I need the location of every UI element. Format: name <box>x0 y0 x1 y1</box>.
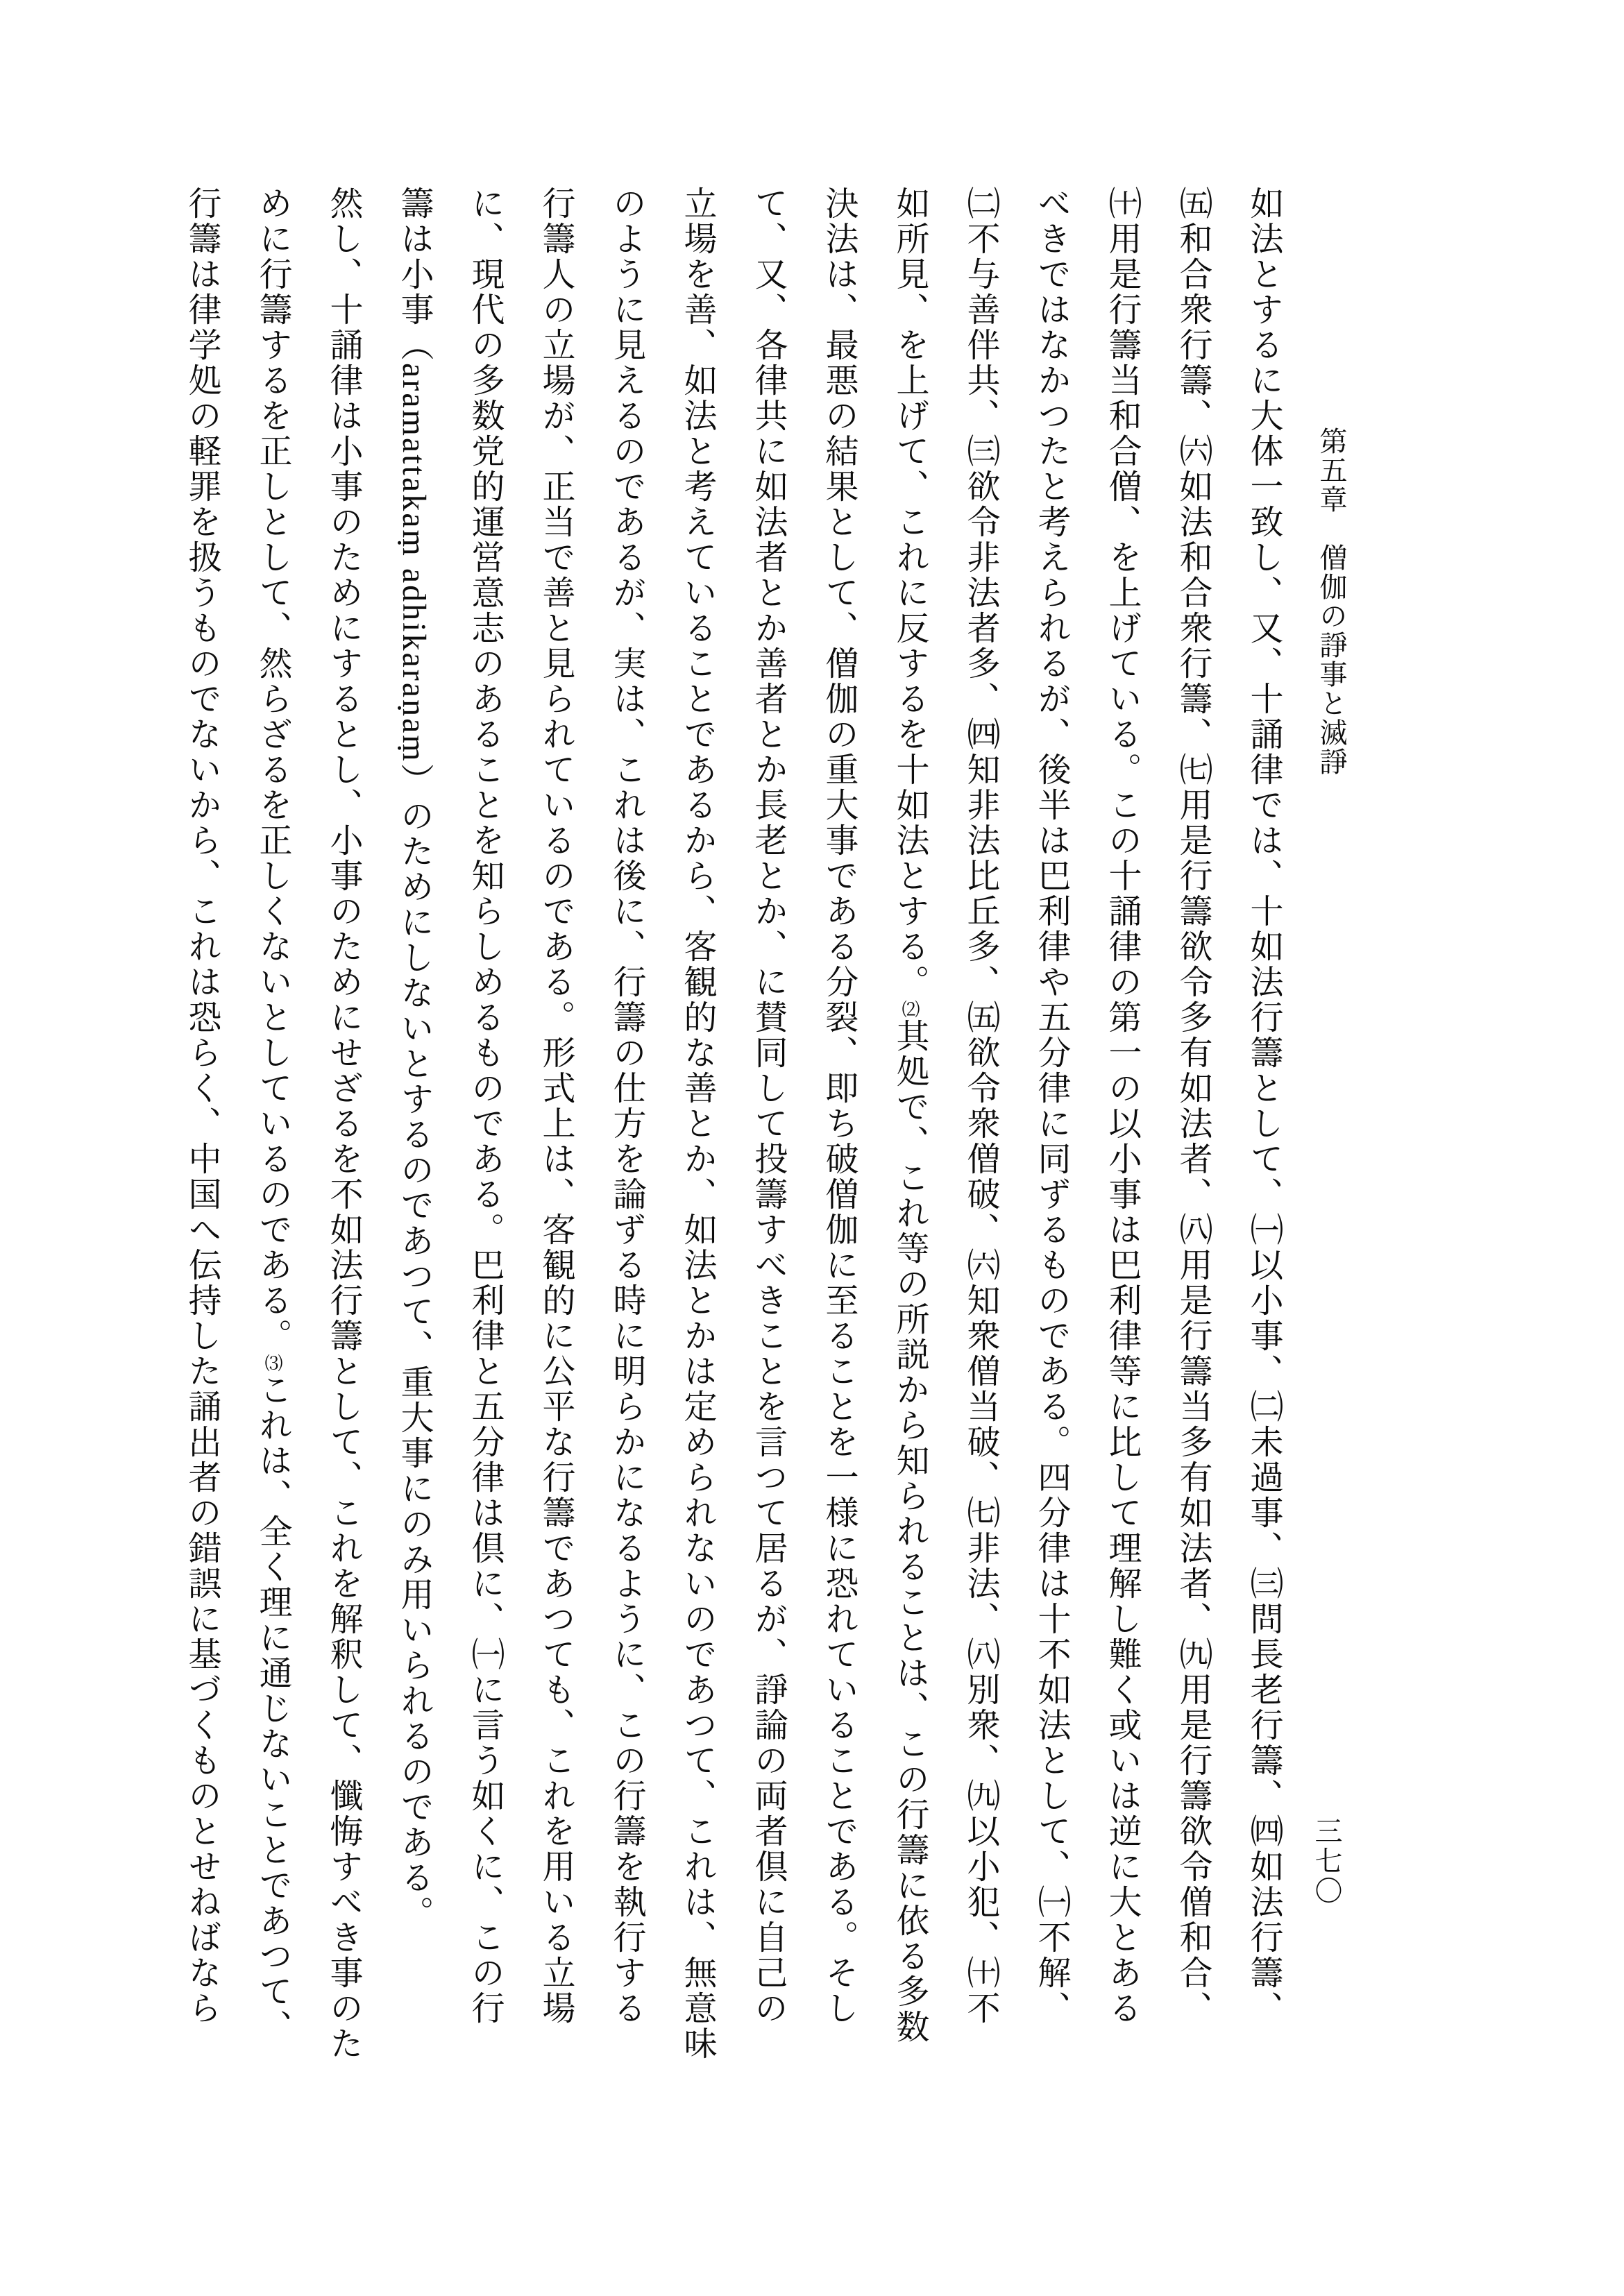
text-column-5 <box>945 186 1015 2087</box>
text-column-12 <box>449 186 520 2087</box>
column-text: 決法は、最悪の結果として、僧伽の重大事である分裂、即ち破僧伽に至ることを一様に恐れていることである。そし <box>820 186 857 2026</box>
text-column-8 <box>732 186 803 2087</box>
column-text: 其処で、これ等の所説から知られることは、この行籌に依る多数 <box>891 1019 928 2045</box>
text-column-10 <box>591 186 661 2087</box>
running-head-chapter-title <box>1312 427 1350 776</box>
text-column-16 <box>166 186 237 2087</box>
chapter-title-text: 第五章 僧伽の諍事と滅諍 <box>1316 427 1347 776</box>
text-column-11 <box>520 186 591 2087</box>
body-text-block <box>166 186 1299 2087</box>
text-column-15 <box>237 186 307 2087</box>
text-column-13 <box>378 186 449 2087</box>
column-text: て、又、各律共に如法者とか善者とか長老とか、に賛同して投籌すべきことを言つて居るが、諍論の両者倶に自己の <box>750 186 786 2026</box>
text-column-9 <box>661 186 732 2087</box>
column-text: 如所見、を上げて、これに反するを十如法とする。 <box>891 186 928 1000</box>
column-text: これは、全く理に通じないことであつて、 <box>254 1372 291 2045</box>
column-text: 立場を善、如法と考えていることであるから、客観的な善とか、如法とかは定められないのであつて、これは、無意味 <box>679 186 716 2061</box>
column-text: 行籌は律学処の軽罪を扱うものでないから、これは恐らく、中国へ伝持した誦出者の錯誤に基づくものとせねばなら <box>183 186 220 2026</box>
column-text: べきではなかつたと考えられるが、後半は巴利律や五分律に同ずるものである。四分律は十不如法として、㈠不解、 <box>1033 186 1069 2026</box>
text-column-3 <box>1086 186 1157 2087</box>
text-column-7 <box>803 186 874 2087</box>
column-text: のように見えるのであるが、実は、これは後に、行籌の仕方を論ずる時に明らかになるように、この行籌を執行する <box>608 186 645 2026</box>
column-text: 如法とするに大体一致し、又、十誦律では、十如法行籌として、㈠以小事、㈡未過事、㈢問長老行籌、㈣如法行籌、 <box>1245 186 1282 2026</box>
column-text: 然し、十誦律は小事のためにするとし、小事のためにせざるを不如法行籌として、これを解釈して、懺悔すべき事のた <box>325 186 362 2061</box>
page-number <box>1308 1817 1344 1906</box>
column-text: めに行籌するを正しとして、然らざるを正しくないとしているのである。 <box>254 186 291 1354</box>
text-column-6 <box>874 186 945 2087</box>
column-text: ㈤和合衆行籌、㈥如法和合衆行籌、㈦用是行籌欲令多有如法者、㈧用是行籌当多有如法者、㈨用是行籌欲令僧和合、 <box>1174 186 1211 2026</box>
footnote-marker-2: ⑵ <box>899 1000 920 1019</box>
text-column-1 <box>1228 186 1299 2087</box>
page-number-text: 三七〇 <box>1311 1817 1342 1906</box>
column-text: に、現代の多数党的運営意志のあることを知らしめるものである。巴利律と五分律は倶に、㈠に言う如くに、この行 <box>466 186 503 2026</box>
text-column-4 <box>1015 186 1086 2087</box>
column-text: 籌は小事（aramattakaṃ adhikaraṇaṃ）のためにしないとするのであつて、重大事にのみ用いられるのである。 <box>396 186 432 1931</box>
text-column-14 <box>307 186 378 2087</box>
column-text: ㈡不与善伴共、㈢欲令非法者多、㈣知非法比丘多、㈤欲令衆僧破、㈥知衆僧当破、㈦非法、㈧別衆、㈨以小犯、㈩不 <box>962 186 999 2026</box>
column-text: 行籌人の立場が、正当で善と見られているのである。形式上は、客観的に公平な行籌であつても、これを用いる立場 <box>537 186 574 2026</box>
column-text: ㈩用是行籌当和合僧、を上げている。この十誦律の第一の以小事は巴利律等に比して理解し難く或いは逆に大とある <box>1103 186 1140 2026</box>
footnote-marker-3: ⑶ <box>262 1354 282 1372</box>
text-column-2 <box>1157 186 1228 2087</box>
